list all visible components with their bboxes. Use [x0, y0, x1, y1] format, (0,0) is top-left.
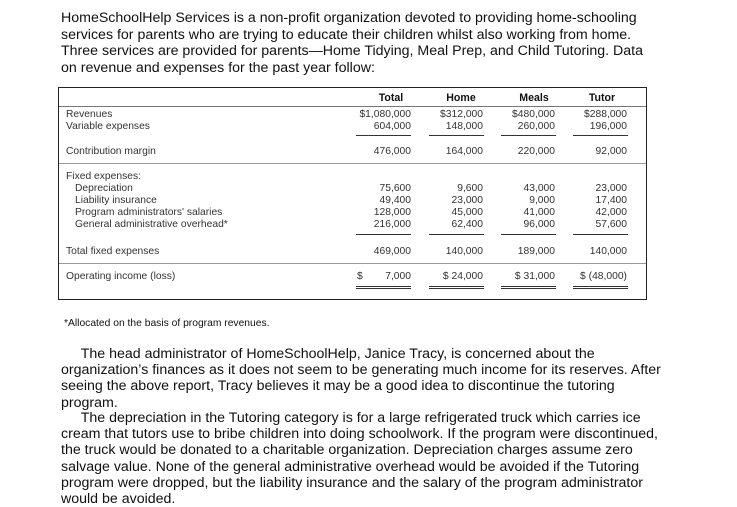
cell: 9,000 [529, 195, 555, 206]
cell: 75,600 [379, 183, 411, 194]
cell: 7,000 [385, 271, 411, 282]
dollar-sign: $ [357, 271, 363, 282]
table-row-variable-expenses [59, 121, 646, 133]
cell: 196,000 [589, 121, 627, 132]
table-header-row [59, 92, 646, 104]
table-row-overhead [59, 219, 646, 231]
underline [573, 135, 628, 136]
cell: $288,000 [584, 109, 627, 120]
row-label: Variable expenses [66, 121, 150, 132]
cell: 140,000 [445, 246, 483, 257]
paragraph-1-text: The head administrator of HomeSchoolHelp, Janice Tracy, is concerned about the organization’s finances as it does not seem to be generating much income for its reserves. After seeing the above report, Tracy believes it may be a good idea to discontinue the tutoring program. [61, 346, 661, 411]
row-label: Depreciation [75, 183, 133, 194]
cell: 128,000 [373, 207, 411, 218]
paragraph-1 [61, 346, 661, 411]
underline [356, 135, 411, 136]
row-label: Liability insurance [75, 195, 157, 206]
row-label: General administrative overhead* [75, 219, 228, 230]
cell: 476,000 [373, 146, 411, 157]
row-label: Contribution margin [66, 146, 156, 157]
row-label: Fixed expenses: [66, 171, 141, 182]
cell: 604,000 [373, 121, 411, 132]
footnote: *Allocated on the basis of program revenues. [64, 318, 270, 329]
double-underline [429, 286, 484, 289]
table-row-contribution-margin [59, 146, 646, 158]
row-label: Total fixed expenses [66, 246, 160, 257]
cell: $ 31,000 [514, 271, 555, 282]
cell: 9,600 [457, 183, 483, 194]
cell: 140,000 [589, 246, 627, 257]
cell: $312,000 [440, 109, 483, 120]
header-meals: Meals [519, 92, 549, 104]
table-row-total-fixed [59, 246, 646, 258]
section-rule [59, 163, 646, 164]
fixed-expenses-heading [59, 171, 646, 183]
header-rule [59, 106, 646, 107]
cell: 216,000 [373, 219, 411, 230]
cell: 23,000 [595, 183, 627, 194]
row-label: Program administrators' salaries [75, 207, 223, 218]
table-row-operating-income [59, 271, 646, 283]
cell: 164,000 [445, 146, 483, 157]
underline [356, 234, 411, 235]
cell: 23,000 [451, 195, 483, 206]
double-underline [501, 286, 556, 289]
underline [501, 234, 556, 235]
cell: 42,000 [595, 207, 627, 218]
paragraph-2 [61, 410, 661, 507]
cell: $ (48,000) [580, 271, 627, 282]
cell: 43,000 [523, 183, 555, 194]
cell: 96,000 [523, 219, 555, 230]
cell: 57,600 [595, 219, 627, 230]
table-row-admin-salaries [59, 207, 646, 219]
cell: 17,400 [595, 195, 627, 206]
cell: $ 24,000 [442, 271, 483, 282]
row-label: Revenues [66, 109, 113, 120]
cell: 62,400 [451, 219, 483, 230]
section-rule [59, 263, 646, 264]
cell: 220,000 [517, 146, 555, 157]
cell: $480,000 [512, 109, 555, 120]
row-label: Operating income (loss) [66, 271, 176, 282]
cell: 148,000 [445, 121, 483, 132]
cell: $1,080,000 [359, 109, 411, 120]
financial-table [58, 87, 647, 300]
header-home: Home [446, 92, 476, 104]
table-row-revenues [59, 109, 646, 121]
double-underline [356, 286, 411, 289]
cell: 45,000 [451, 207, 483, 218]
underline [429, 135, 484, 136]
cell: 92,000 [595, 146, 627, 157]
paragraph-2-text: The depreciation in the Tutoring category is for a large refrigerated truck which carries ice cream that tutors use to bribe children into doing schoolwork. If the program were discontinued, the truck would be donated to a charitable organization. Depreciation charges assume zero salvage value. None of the general administrative overhead would be avoided if the Tutoring program were dropped, but the liability insurance and the salary of the program administrator would be avoided. [61, 410, 658, 507]
cell: 189,000 [517, 246, 555, 257]
underline [429, 234, 484, 235]
double-underline [573, 286, 628, 289]
header-total: Total [378, 92, 404, 104]
header-tutor: Tutor [588, 92, 616, 104]
table-row-liability-insurance [59, 195, 646, 207]
underline [501, 135, 556, 136]
intro-paragraph: HomeSchoolHelp Services is a non-profit organization devoted to providing home-schooling services for parents who are trying to educate their children whilst also working from home. Three services are provided for parents—Home Tidying, Meal Prep, and Child Tutoring. Data on revenue and expenses for the past year follow: [61, 10, 643, 76]
underline [573, 234, 628, 235]
cell: 49,400 [379, 195, 411, 206]
cell: 41,000 [523, 207, 555, 218]
table-row-depreciation [59, 183, 646, 195]
cell: 260,000 [517, 121, 555, 132]
cell: 469,000 [373, 246, 411, 257]
